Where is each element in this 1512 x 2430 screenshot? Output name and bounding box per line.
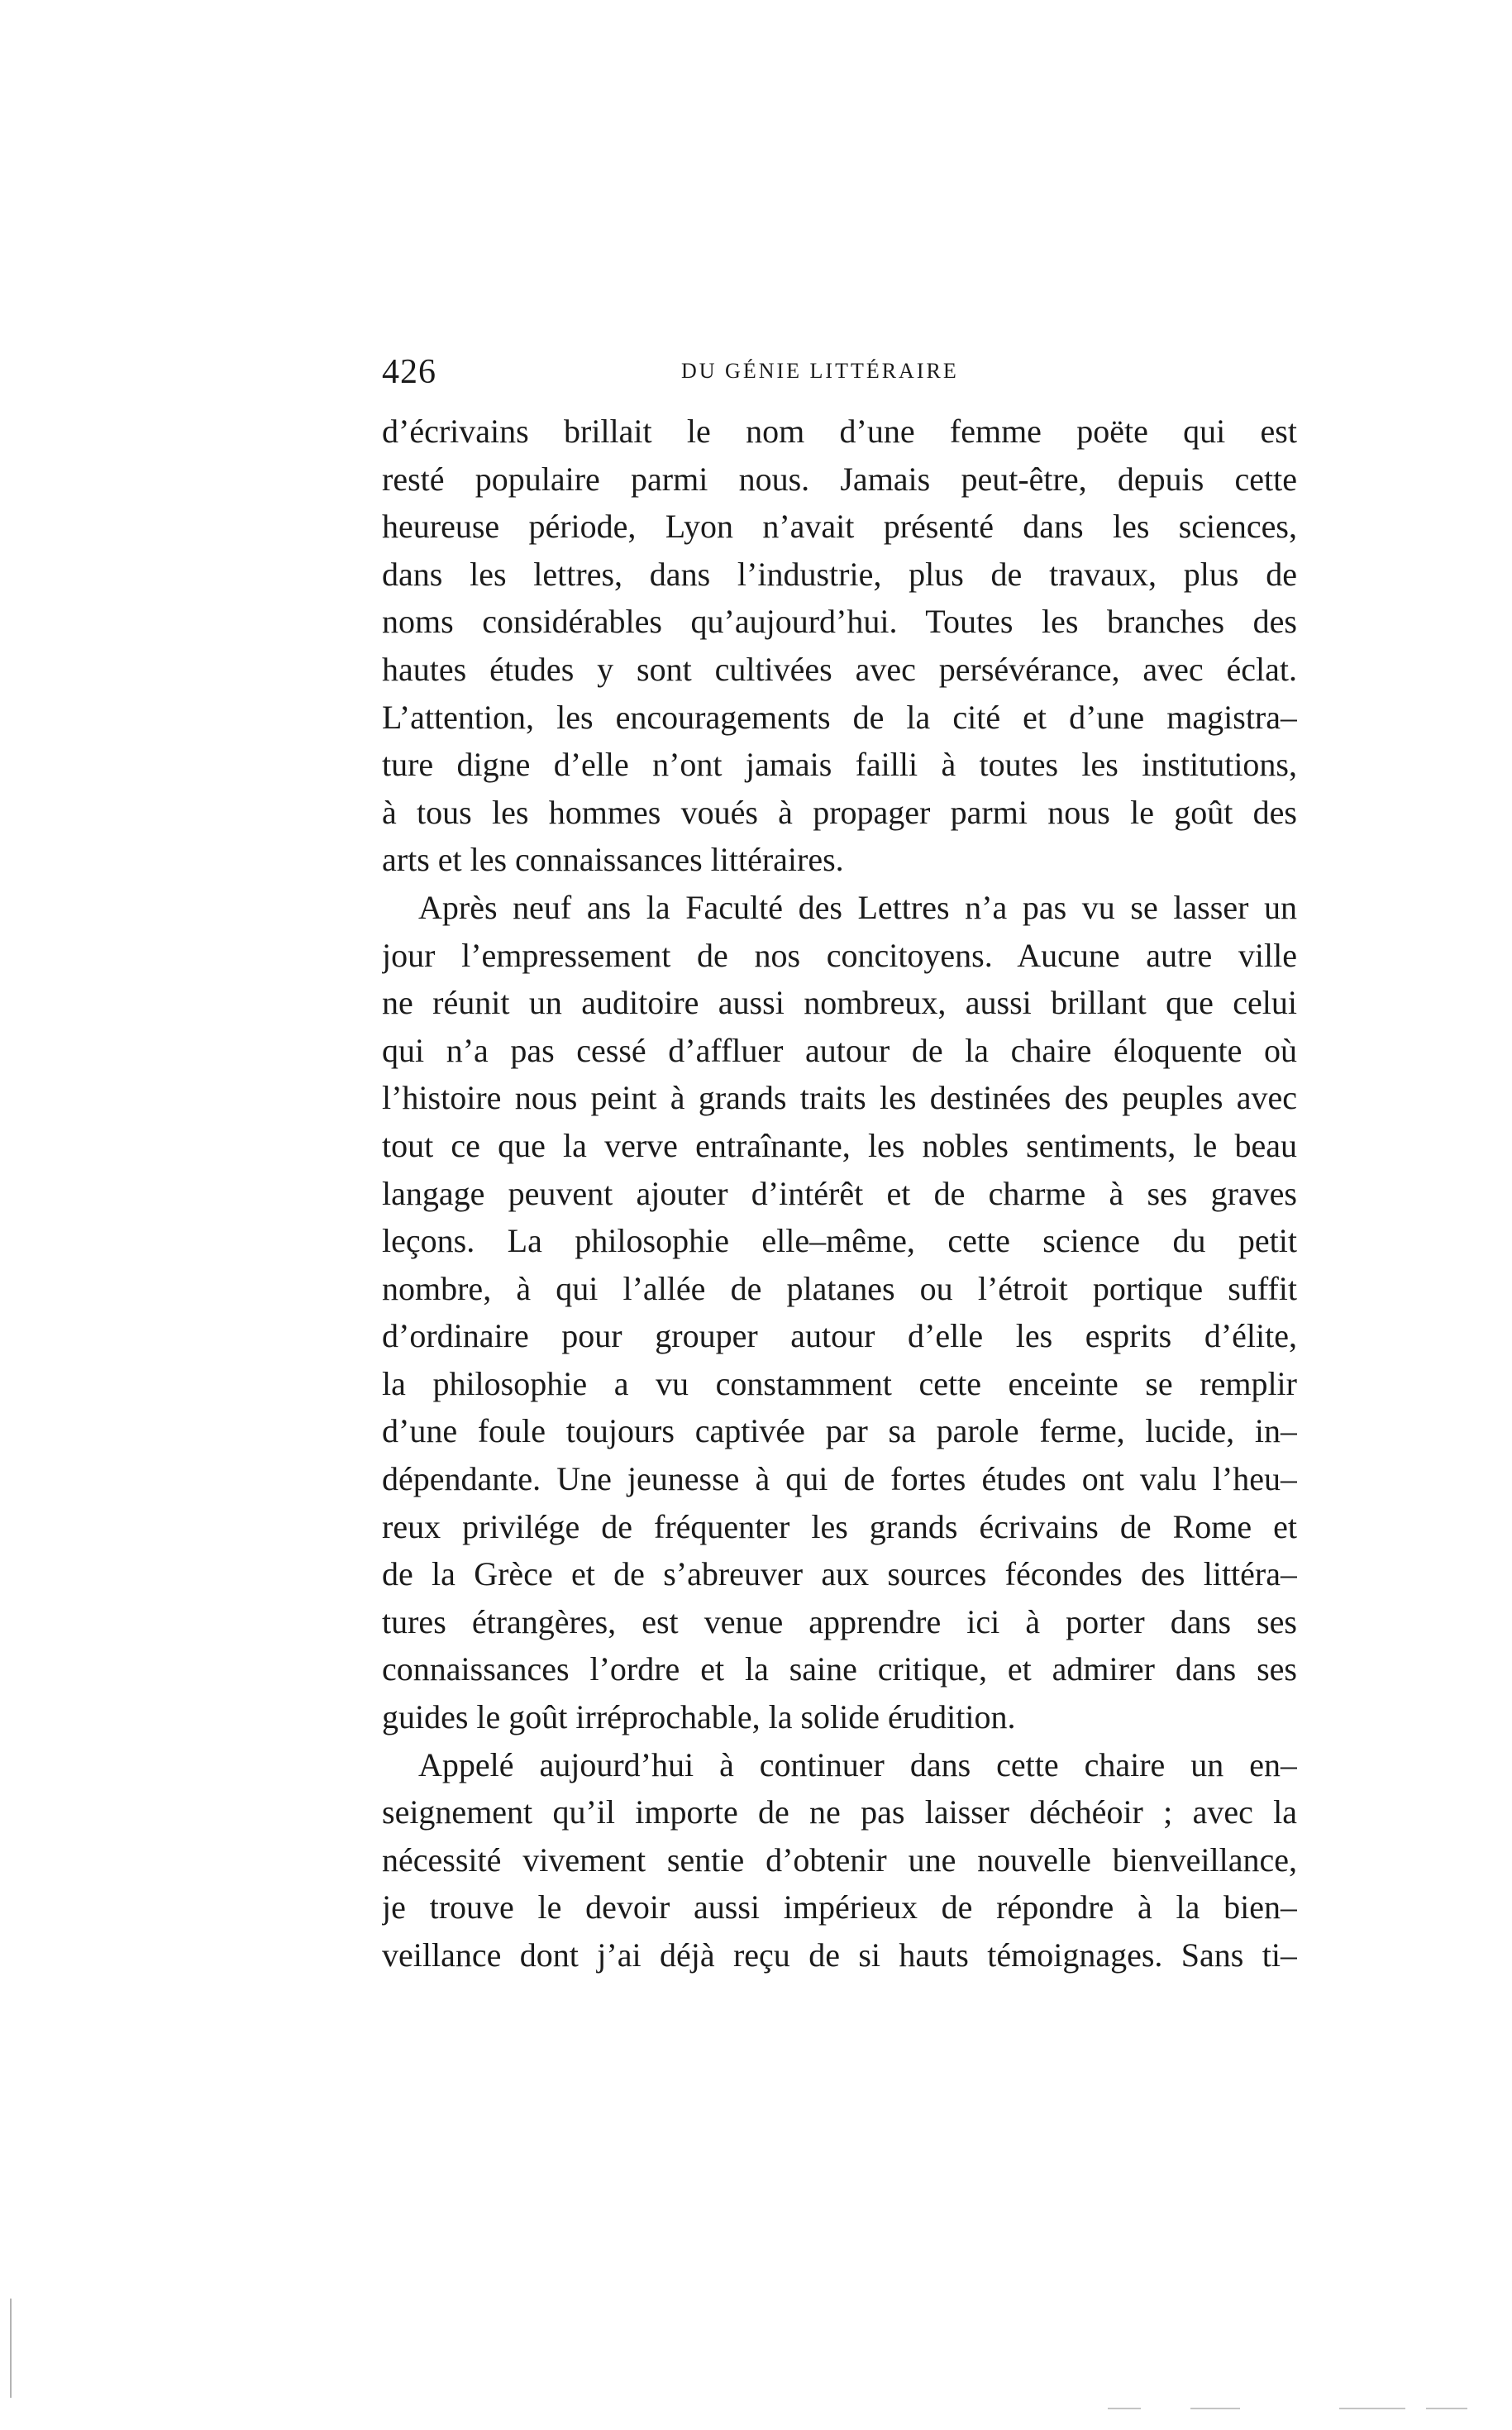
text-line: arts et les connaissances littéraires. [382,841,844,879]
text-line: dans les lettres, dans l’industrie, plus de travaux, plus de [382,555,1297,593]
text-line: d’une foule toujours captivée par sa parole ferme, lucide, in– [382,1412,1297,1450]
text-line: dépendante. Une jeunesse à qui de fortes études ont valu l’heu– [382,1460,1297,1498]
text-line: seignement qu’il importe de ne pas laisser déchéoir ; avec la [382,1793,1297,1831]
text-line: l’histoire nous peint à grands traits les destinées des peuples avec [382,1079,1297,1117]
text-line: heureuse période, Lyon n’avait présenté dans les sciences, [382,508,1297,546]
text-line: qui n’a pas cessé d’affluer autour de la chaire éloquente où [382,1031,1297,1069]
page-header [382,352,1291,402]
text-line: veillance dont j’ai déjà reçu de si hauts témoignages. Sans ti– [382,1936,1297,1974]
text-line: guides le goût irréprochable, la solide érudition. [382,1698,1016,1736]
scan-edge-mark [1108,2408,1141,2409]
scan-edge-mark [1426,2408,1467,2409]
running-head: DU GÉNIE LITTÉRAIRE [681,359,959,383]
text-line: noms considérables qu’aujourd’hui. Toutes les branches des [382,603,1297,641]
text-line: d’écrivains brillait le nom d’une femme poëte qui est [382,413,1297,450]
text-line: je trouve le devoir aussi impérieux de répondre à la bien– [382,1888,1297,1926]
text-line: jour l’empressement de nos concitoyens. Aucune autre ville [382,936,1297,974]
text-line: hautes études y sont cultivées avec persévérance, avec éclat. [382,650,1297,688]
text-line: ture digne d’elle n’ont jamais failli à toutes les institutions, [382,746,1297,784]
page-number: 426 [382,353,436,391]
text-line: ne réunit un auditoire aussi nombreux, aussi brillant que celui [382,984,1297,1022]
text-line: L’attention, les encouragements de la cité et d’une magistra– [382,698,1297,736]
text-line: leçons. La philosophie elle–même, cette science du petit [382,1222,1297,1260]
text-line: à tous les hommes voués à propager parmi nous le goût des [382,793,1297,831]
text-line: connaissances l’ordre et la saine critique, et admirer dans ses [382,1650,1297,1688]
text-line: de la Grèce et de s’abreuver aux sources fécondes des littéra– [382,1555,1297,1593]
text-line: langage peuvent ajouter d’intérêt et de charme à ses graves [382,1174,1297,1212]
text-line: la philosophie a vu constamment cette enceinte se remplir [382,1364,1297,1402]
text-line: resté populaire parmi nous. Jamais peut-être, depuis cette [382,460,1297,498]
text-line: d’ordinaire pour grouper autour d’elle les esprits d’élite, [382,1317,1297,1355]
text-line: Appelé aujourd’hui à continuer dans cette chaire un en– [418,1745,1297,1783]
text-line: reux privilége de fréquenter les grands écrivains de Rome et [382,1507,1297,1545]
text-line: nombre, à qui l’allée de platanes ou l’étroit portique suffit [382,1269,1297,1307]
text-line: Après neuf ans la Faculté des Lettres n’a pas vu se lasser un [418,888,1297,926]
text-line: nécessité vivement sentie d’obtenir une nouvelle bienveillance, [382,1840,1297,1879]
body-text [382,408,1297,1979]
text-line: tout ce que la verve entraînante, les nobles sentiments, le beau [382,1126,1297,1164]
scan-edge-mark [1190,2408,1240,2409]
scan-edge-mark [10,2299,12,2398]
scan-edge-mark [1339,2408,1405,2409]
text-line: tures étrangères, est venue apprendre ici à porter dans ses [382,1602,1297,1640]
